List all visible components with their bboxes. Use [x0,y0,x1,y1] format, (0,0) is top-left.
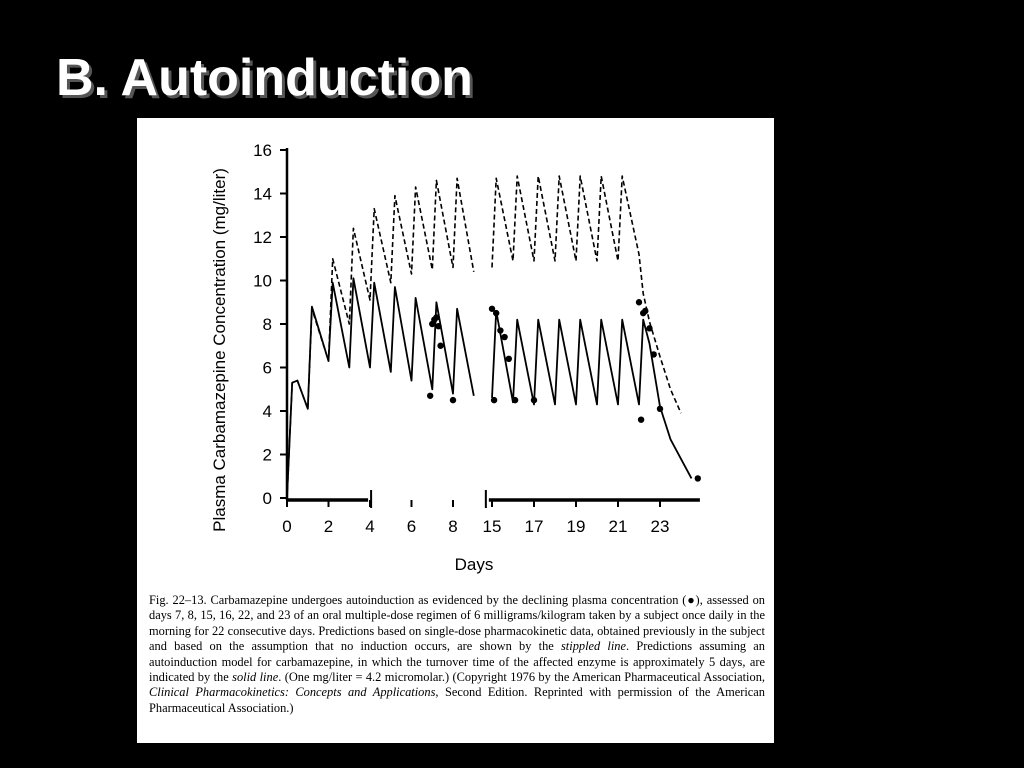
observed-point [491,397,497,403]
observed-point [506,356,512,362]
slide-title: B. Autoinduction [56,49,473,107]
stippled-line-segment-2 [492,176,681,413]
x-tick-label: 8 [448,517,458,536]
observed-point [437,343,443,349]
observed-point [651,351,657,357]
y-tick-label: 4 [262,402,272,421]
x-tick-label: 4 [365,517,375,536]
observed-point [531,397,537,403]
solid-line-segment-2 [492,311,692,478]
caption-run: . (One mg/liter = 4.2 micromolar.) (Copyright 1976 by the American Pharmaceutical Association, [278,670,765,685]
y-tick-label: 8 [262,315,272,334]
figure-caption [149,593,765,716]
series-layer [287,176,692,498]
observed-point [435,323,441,329]
observed-point [433,314,439,320]
caption-italic-run: solid line [232,670,279,685]
observed-point [501,334,507,340]
observed-point [493,310,499,316]
caption-run: . Predictions assuming an autoinduction model for carbamazepine, in which the turnover time of the affected enzyme is approximately 5 days, are indicated by the [149,639,765,685]
observed-point [636,299,642,305]
caption-run: , Second Edition. Reprinted with permission of the American Pharmaceutical Association.) [149,685,765,715]
y-tick-label: 6 [262,358,272,378]
caption-italic-run: Clinical Pharmacokinetics: Concepts and Applications [149,685,436,700]
y-tick-label: 0 [262,489,272,508]
x-tick-label: 23 [650,517,670,536]
observed-point [450,397,456,403]
y-tick-label: 2 [262,445,272,465]
axes [253,141,700,536]
x-tick-label: 21 [608,517,628,536]
observed-point [695,475,701,481]
x-tick-label: 19 [566,517,586,536]
x-tick-label: 0 [282,517,292,536]
y-tick-label: 10 [253,271,272,291]
observed-points [427,299,701,482]
figure-panel [137,118,774,743]
x-tick-label: 17 [524,517,544,536]
y-tick-label: 14 [253,184,272,204]
y-axis-title: Plasma Carbamazepine Concentration (mg/liter) [210,168,229,532]
x-tick-label: 2 [323,517,334,536]
observed-point [642,308,648,314]
x-tick-label: 6 [406,517,417,536]
caption-run: Fig. 22–13. Carbamazepine undergoes autoinduction as evidenced by the declining plasma concentration (●), assessed on days 7, 8, 15, 16, 22, and 23 of an oral multiple-dose regimen of 6 milligrams/kilogram taken by a subject once daily in the morning for 22 consecutive days. Predictions based on single-dose pharmacokinetic data, obtained previously in the subject and based on the assumption that no induction occurs, are shown by the [149,593,765,654]
y-tick-label: 16 [253,141,272,160]
x-axis-title: Days [454,555,494,574]
chart [137,118,774,588]
solid-line-segment-1 [287,278,474,498]
observed-point [512,397,518,403]
observed-point [427,393,433,399]
stippled-line-segment-1 [287,178,474,498]
observed-point [646,325,652,331]
observed-point [638,417,644,423]
x-tick-label: 15 [482,517,502,536]
observed-point [657,406,663,412]
observed-point [497,327,503,333]
y-tick-label: 12 [253,228,272,247]
caption-italic-run: stippled line [560,639,627,654]
